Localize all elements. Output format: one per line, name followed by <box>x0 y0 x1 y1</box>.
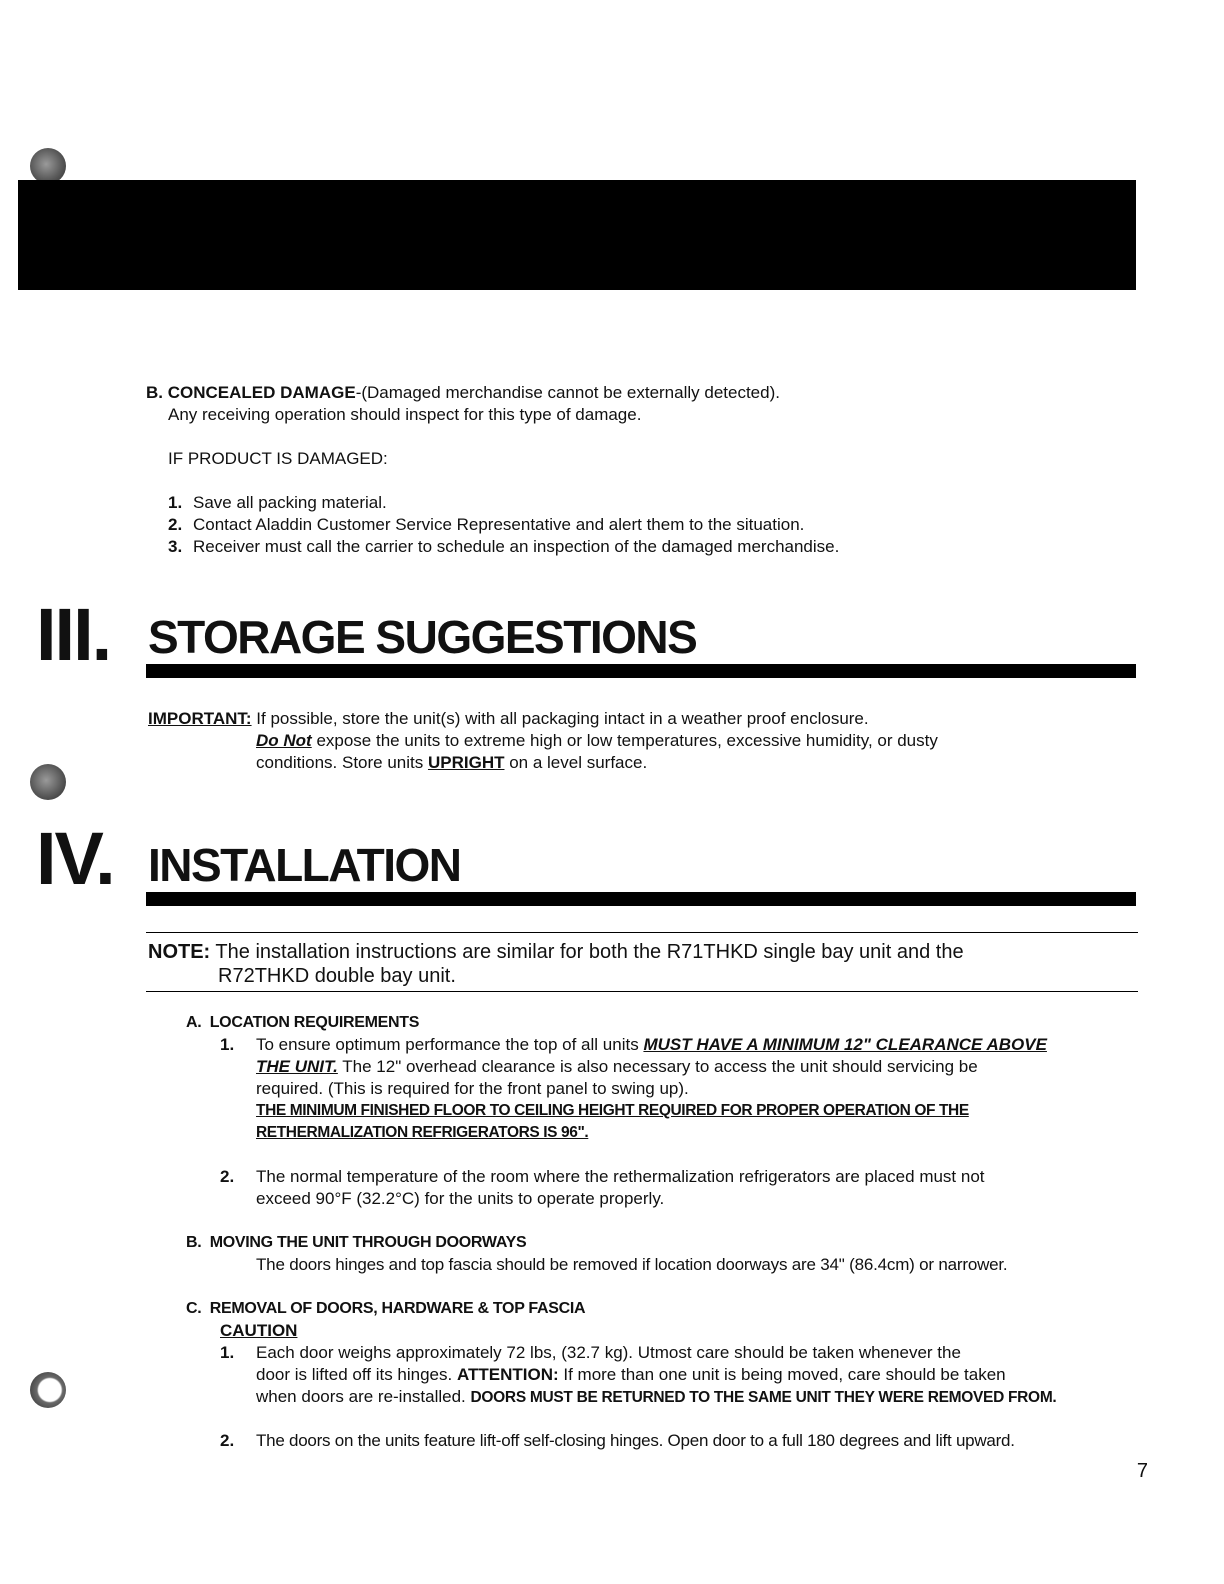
important-label: IMPORTANT: <box>148 709 252 728</box>
subsection-b-heading <box>186 1232 526 1254</box>
subsection-a-letter: A. <box>186 1014 202 1031</box>
concealed-desc: -(Damaged merchandise cannot be externally detected). <box>355 383 780 402</box>
doorways-text: The doors hinges and top fascia should be removed if location doorways are 34" (86.4cm) or narrower. <box>256 1255 1008 1274</box>
removal-item2-text: The doors on the units feature lift-off self-closing hinges. Open door to a full 180 degrees and lift upward. <box>256 1431 1015 1450</box>
section-3-numeral: III. <box>36 593 111 676</box>
location-item1-text-b: The 12" overhead clearance is also necessary to access the unit should servicing be <box>337 1057 978 1076</box>
removal-item1-text-c: If more than one unit is being moved, care should be taken <box>558 1365 1006 1384</box>
important-text: If possible, store the unit(s) with all packaging intact in a weather proof enclosure. <box>251 709 869 728</box>
location-item1-text-a: To ensure optimum performance the top of all units <box>256 1035 644 1054</box>
section-4-title: INSTALLATION <box>148 839 461 891</box>
page-number: 7 <box>1136 1460 1148 1482</box>
section-3-rule <box>146 664 1136 678</box>
location-item1-line1 <box>256 1034 1047 1056</box>
subsection-a-heading <box>186 1012 419 1034</box>
removal-item1-text-b: door is lifted off its hinges. <box>256 1365 457 1384</box>
removal-item1-number: 1. <box>220 1343 235 1362</box>
important-line1 <box>148 708 869 730</box>
location-item2-line2: exceed 90°F (32.2°C) for the units to operate properly. <box>256 1189 665 1208</box>
caution-label: CAUTION <box>220 1321 298 1340</box>
note-rule-top <box>146 932 1138 933</box>
clearance-emph-1: MUST HAVE A MINIMUM 12" CLEARANCE ABOVE <box>643 1035 1047 1054</box>
concealed-letter: B. <box>146 383 163 402</box>
clearance-emph-2: THE UNIT. <box>256 1057 338 1076</box>
location-item1-line4: THE MINIMUM FINISHED FLOOR TO CEILING HEIGHT REQUIRED FOR PROPER OPERATION OF THE <box>256 1102 969 1119</box>
return-doors-warning: DOORS MUST BE RETURNED TO THE SAME UNIT THEY WERE REMOVED FROM. <box>470 1389 1057 1406</box>
binder-hole-top <box>30 148 66 184</box>
note-label: NOTE: <box>148 941 211 963</box>
removal-item1-line2 <box>256 1364 1006 1386</box>
important-line2 <box>256 730 938 752</box>
step-text: Contact Aladdin Customer Service Representative and alert them to the situation. <box>193 515 805 534</box>
removal-item1-line3 <box>256 1386 1056 1409</box>
header-banner <box>18 180 1136 290</box>
note-text-1: The installation instructions are similar for both the R71THKD single bay unit and the <box>215 941 964 963</box>
do-not-emph: Do Not <box>256 731 312 750</box>
concealed-damage-heading <box>146 382 780 404</box>
subsection-b-title: MOVING THE UNIT THROUGH DOORWAYS <box>209 1234 527 1251</box>
upright-emph: UPRIGHT <box>427 753 505 772</box>
subsection-a-title: LOCATION REQUIREMENTS <box>209 1014 420 1031</box>
subsection-c-title: REMOVAL OF DOORS, HARDWARE & TOP FASCIA <box>209 1300 586 1317</box>
subsection-c-letter: C. <box>186 1300 202 1317</box>
concealed-line2: Any receiving operation should inspect for this type of damage. <box>168 405 642 424</box>
concealed-title: CONCEALED DAMAGE <box>167 383 356 402</box>
important-text-3b: on a level surface. <box>504 753 648 772</box>
binder-hole-middle <box>30 764 66 800</box>
note-line2: R72THKD double bay unit. <box>218 965 456 987</box>
step-number: 2. <box>168 515 183 534</box>
location-item1-line5: RETHERMALIZATION REFRIGERATORS IS 96". <box>256 1124 589 1141</box>
important-text-3a: conditions. Store units <box>256 753 428 772</box>
if-damaged-label: IF PRODUCT IS DAMAGED: <box>168 449 388 468</box>
step-text: Save all packing material. <box>193 493 387 512</box>
note-rule-bottom <box>146 991 1138 992</box>
step-number: 3. <box>168 537 183 556</box>
removal-item2-number: 2. <box>220 1431 235 1450</box>
step-text: Receiver must call the carrier to schedule an inspection of the damaged merchandise. <box>193 537 840 556</box>
section-4-rule <box>146 892 1136 906</box>
important-line3 <box>256 752 647 774</box>
removal-item1-text-d: when doors are re-installed. <box>256 1387 471 1406</box>
location-item1-number: 1. <box>220 1035 235 1054</box>
location-item2-number: 2. <box>220 1167 235 1186</box>
attention-label: ATTENTION: <box>456 1365 559 1384</box>
binder-hole-bottom <box>30 1372 66 1408</box>
location-item2-line1: The normal temperature of the room where the rethermalization refrigerators are placed must not <box>256 1167 985 1186</box>
section-3-title: STORAGE SUGGESTIONS <box>148 611 697 663</box>
subsection-b-letter: B. <box>186 1234 202 1251</box>
step-number: 1. <box>168 493 183 512</box>
removal-item1-line1: Each door weighs approximately 72 lbs, (32.7 kg). Utmost care should be taken whenever the <box>256 1343 961 1362</box>
location-item1-line3: required. (This is required for the front panel to swing up). <box>256 1079 689 1098</box>
note-line1 <box>148 940 964 964</box>
subsection-c-heading <box>186 1298 585 1320</box>
important-text-2: expose the units to extreme high or low temperatures, excessive humidity, or dusty <box>311 731 938 750</box>
section-4-numeral: IV. <box>36 817 114 900</box>
location-item1-line2 <box>256 1056 978 1078</box>
